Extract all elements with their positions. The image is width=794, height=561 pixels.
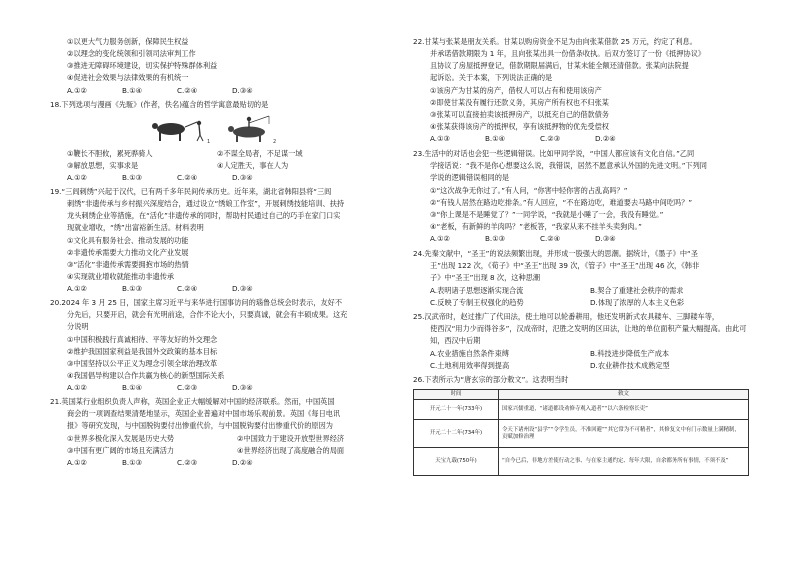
q25-line-2: 使西汉“用力少而得谷多”，汉成帝时，氾胜之发明的区田法，让地的单位面积产量大幅提高。由此可 xyxy=(430,324,747,333)
q22-choice-d[interactable]: D.②④ xyxy=(595,134,616,143)
q26-stem: 26.下表所示为“唐玄宗的部分敕文”。这表明当时 xyxy=(413,375,569,384)
q19-item-2: ②非遗传承需要大力推动文化产业发展 xyxy=(67,248,189,257)
q20-line-2: 分先后，只要开启，就会有光明前途，合作不论大小，只要真诚，就会有丰硕成果。这充 xyxy=(67,310,348,319)
q17-item-2: ②以理念的变化统领和引领司法审判工作 xyxy=(67,49,196,58)
q18-options-row-1 xyxy=(67,148,303,159)
q17-item-4: ④促进社会效果与法律效果的有机统一 xyxy=(67,73,189,82)
q18-choice-d[interactable]: D.③④ xyxy=(232,173,253,182)
q22-line-2: 并承诺借款期限为 1 年，且向张某出具一份借条收执。后双方签订了一份《抵押协议》 xyxy=(430,49,706,58)
q22-item-1: ①该房产为甘某的房产，借权人可以占有和使用该房产 xyxy=(430,86,602,95)
cartoon-label-1: 1 xyxy=(207,139,211,145)
q20-choice-a[interactable]: A.①② xyxy=(67,383,87,392)
q22-choices xyxy=(430,133,650,144)
table-row xyxy=(414,400,749,420)
q21-line-2: 商会的一项调查结果清楚地显示，英国企业普遍对中国市场乐观前景。英国《每日电讯 xyxy=(67,409,341,418)
q24-choice-c[interactable]: C.反映了专制王权强化的趋势 xyxy=(430,298,524,307)
q25-choice-c[interactable]: C.土地利用效率得到提高 xyxy=(430,361,510,370)
table-cell-era: 开元二十一年(733年) xyxy=(414,400,499,420)
q24-choice-a[interactable]: A.表明诸子思想逐渐实现合流 xyxy=(430,286,524,295)
q22-item-4: ④张某获得该房产的抵押权，享有该抵押物的优先受偿权 xyxy=(430,122,609,131)
q20-line-1: 20.2024 年 3 月 25 日，国家主席习近平与来华进行国事访问的瑙鲁总统会时表示，友好不 xyxy=(50,298,343,307)
table-header-row xyxy=(414,390,749,400)
cartoon-label-2: 2 xyxy=(273,139,277,145)
q19-item-1: ①文化具有服务社会、推动发展的功能 xyxy=(67,236,189,245)
q24-choice-d[interactable]: D.体现了浓厚的人本主义色彩 xyxy=(590,298,685,307)
q21-choice-d[interactable]: D.②④ xyxy=(232,458,253,467)
q22-line-4: 起诉讼。关于本案，下列说法正确的是 xyxy=(430,73,553,82)
q21-option-1: ①世界多极化深入发展是历史大势 xyxy=(67,434,175,443)
q19-choices xyxy=(67,283,287,294)
q23-item-4: ④“老板，有新鲜的羊肉吗？”老板答，“我家从来不挂羊头卖狗肉。” xyxy=(430,222,642,231)
q18-option-1: ①鞭长不胆攸，累死骅骑人 xyxy=(67,149,153,158)
q25-line-1: 25.汉武帝时，赵过推广了代田法，使土地可以轮番耕用，他还发明新式农具耧车、三脚耧车等， xyxy=(413,312,720,321)
q17-item-3: ③推进无障碍环境建设，切实保护特殊群体利益 xyxy=(67,61,218,70)
q23-line-2: 学接话说：“我不是你心想要这么说，我错误，居然不愿意承认外国的先进文明。”下列同 xyxy=(430,161,707,170)
q19-choice-b[interactable]: B.①③ xyxy=(122,284,143,293)
q21-choices xyxy=(67,457,287,468)
q18-stem: 18.下列选项与漫画《先駈》(作者，佚名)蕴含的哲学寓意最贴切的是 xyxy=(50,100,269,109)
q23-choices xyxy=(430,233,650,244)
q20-item-3: ③中国坚持以公平正义为理念引领全球治理改革 xyxy=(67,359,218,368)
q17-choice-a[interactable]: A.①② xyxy=(67,86,87,95)
q18-choices xyxy=(67,172,287,183)
q24-line-3: 子》中“圣王”出现 8 次，这种思潮 xyxy=(430,273,541,282)
q25-line-3: 知，西汉中后期 xyxy=(430,336,481,345)
q19-choice-d[interactable]: D.③④ xyxy=(232,284,253,293)
q17-choices xyxy=(67,85,287,96)
q20-line-3: 分说明 xyxy=(67,322,89,331)
q18-cartoon xyxy=(145,113,285,145)
q24-options-row-2 xyxy=(430,297,684,308)
q20-choice-d[interactable]: D.③④ xyxy=(232,383,253,392)
q18-option-2: ②不谋全局者，不足谋一域 xyxy=(217,149,303,158)
q18-options-row-2 xyxy=(67,160,288,171)
q20-choices xyxy=(67,382,287,393)
q17-choice-d[interactable]: D.③④ xyxy=(232,86,253,95)
table-header-time: 时间 xyxy=(414,390,499,400)
q22-item-3: ③张某可以直接拍卖该抵押房产，以抵充自己的借款债务 xyxy=(430,110,609,119)
cartoon-panel-2 xyxy=(228,116,269,142)
q18-option-3: ③解放思想，实事求是 xyxy=(67,161,139,170)
q25-choice-a[interactable]: A.农业措施自然条件束缚 xyxy=(430,349,509,358)
q23-choice-b[interactable]: B.①③ xyxy=(485,234,506,243)
q21-option-4: ④世界经济出现了高度融合的局面 xyxy=(237,446,345,455)
q23-choice-d[interactable]: D.③④ xyxy=(595,234,616,243)
q20-item-2: ②维护我国国家利益是我国外交政策的基本目标 xyxy=(67,347,218,356)
q25-choice-b[interactable]: B.科技进步降低生产成本 xyxy=(590,349,670,358)
q19-line-3: 龙头刺绣企业等措施，在“活化”非遗传承的同时，帮助村民通过自己的巧手在家门口实 xyxy=(67,211,341,220)
q25-options-row-2 xyxy=(430,360,670,371)
cartoon-panel-1 xyxy=(152,121,203,141)
q24-line-2: 王”出现 122 次，《荀子》中“圣王”出现 39 次，《管子》中“圣王”出现 46 次，《韩非 xyxy=(430,261,700,270)
q25-options-row-1 xyxy=(430,348,669,359)
q23-choice-a[interactable]: A.①② xyxy=(430,234,450,243)
table-row xyxy=(414,420,749,448)
q24-choice-b[interactable]: B.契合了重建社会秩序的需求 xyxy=(590,286,684,295)
q21-line-1: 21.英国某行业组织负责人声称，英国企业正大幅缓解对中国的经济联系。然而，中国英国 xyxy=(50,397,335,406)
q17-item-1: ①以更大气力服务创新，保障民生权益 xyxy=(67,37,189,46)
q22-choice-a[interactable]: A.①③ xyxy=(430,134,450,143)
q19-choice-c[interactable]: C.②④ xyxy=(177,284,198,293)
q21-options-row-1 xyxy=(67,433,344,444)
q19-line-1: 19.“三闾刺绣”兴起于汉代，已有两千多年民间传承历史。近年来，湖北省韩阳县将“三闾 xyxy=(50,187,332,196)
q20-choice-c[interactable]: C.②③ xyxy=(177,383,198,392)
q17-choice-c[interactable]: C.②④ xyxy=(177,86,198,95)
q22-line-1: 22.甘某与张某是朋友关系。甘某以购房资金不足为由向张某借款 25 万元，约定了利息。 xyxy=(413,37,697,46)
q23-item-3: ③“你上课是不是睡觉了？”一同学说，“我就是小睡了一会，我没有睡觉。” xyxy=(430,210,664,219)
q24-line-1: 24.先秦文献中，“圣王”的说法频繁出现，并形成一股强大的思潮。据统计，《墨子》中“圣 xyxy=(413,249,698,258)
q23-item-1: ①“这次战争无你过了。”有人问，“你害中轻你害的占乱高吗？” xyxy=(430,186,628,195)
q21-choice-b[interactable]: B.①③ xyxy=(122,458,143,467)
q20-item-1: ①中国积极践行真诚相待、平等友好的外交理念 xyxy=(67,335,218,344)
q25-choice-d[interactable]: D.农业耕作技术成熟定型 xyxy=(590,361,670,370)
q21-line-3: 报》等研究发现，与中国脱钩要付出惨重代价，与中国脱钩要付出惨重代价的原因为 xyxy=(67,421,333,430)
table-row xyxy=(414,448,749,476)
q21-choice-a[interactable]: A.①② xyxy=(67,458,87,467)
q22-line-3: 且协议了房屋抵押登记，借款期限届满后，甘某未能全额还清借款。张某向法院提 xyxy=(430,61,689,70)
q20-choice-b[interactable]: B.①④ xyxy=(122,383,143,392)
q21-choice-c[interactable]: C.②③ xyxy=(177,458,198,467)
q23-item-2: ②“有钱人居然在路边吃排条。”有人回应，“不在路边吃，难道要去马路中间吃吗？” xyxy=(430,198,693,207)
q26-table xyxy=(413,389,749,476)
q22-choice-b[interactable]: B.①④ xyxy=(485,134,506,143)
q17-choice-b[interactable]: B.①④ xyxy=(122,86,143,95)
q21-options-row-2 xyxy=(67,445,344,456)
q19-line-2: 刺绣”非遗传承与乡村振兴深度结合，通过设立“绣娘工作室”，开展刺绣技能培训、扶持 xyxy=(67,199,345,208)
q23-choice-c[interactable]: C.②④ xyxy=(540,234,561,243)
q19-item-4: ④实现就业增收就能推动非遗传承 xyxy=(67,272,175,281)
q21-option-2: ②中国致力于建设开放型世界经济 xyxy=(237,434,345,443)
q23-line-3: 学说的逻辑错误相同的是 xyxy=(430,173,510,182)
table-cell-text: “自今已后，非地方差使行动之事、与在家主通约定、每年大限，自余都务所有事情，不须不及” xyxy=(499,448,749,476)
q20-item-4: ④我国倡导构建以合作共赢为核心的新型国际关系 xyxy=(67,371,225,380)
q18-choice-c[interactable]: C.②④ xyxy=(177,173,198,182)
q18-choice-b[interactable]: B.①③ xyxy=(122,173,143,182)
q24-options-row-1 xyxy=(430,285,683,296)
table-header-text: 敕文 xyxy=(499,390,749,400)
table-cell-text: 令天下诸州设“县学”“令学生员，不准回避”“其它常为不可精者”，其修复文中有门示数量上满精制，贡赋加修治理 xyxy=(499,420,749,448)
q19-item-3: ③“活化”非遗传承需要拥抱市场的热情 xyxy=(67,260,189,269)
q18-choice-a[interactable]: A.①② xyxy=(67,173,87,182)
q21-option-3: ③中国有更广阔的市场且充满活力 xyxy=(67,446,175,455)
q22-choice-c[interactable]: C.②③ xyxy=(540,134,561,143)
table-cell-era: 天宝九载(750年) xyxy=(414,448,499,476)
q23-line-1: 23.生活中的对话也会犯一些逻辑错误。比如甲同学说，“中国人都应该有文化自信。”乙同 xyxy=(413,149,695,158)
table-cell-text: 国家兴儒重道，“诸道都设劝修寺观入道者”“以六条检察长吏” xyxy=(499,400,749,420)
table-cell-era: 开元二十二年(734年) xyxy=(414,420,499,448)
q19-line-4: 现就业增收，“绣”出富裕新生活。材料表明 xyxy=(67,223,204,232)
q19-choice-a[interactable]: A.①② xyxy=(67,284,87,293)
q18-option-4: ④人定胜天，事在人为 xyxy=(217,161,289,170)
q22-item-2: ②即使甘某没有履行还款义务，其房产所有权也不归张某 xyxy=(430,98,609,107)
